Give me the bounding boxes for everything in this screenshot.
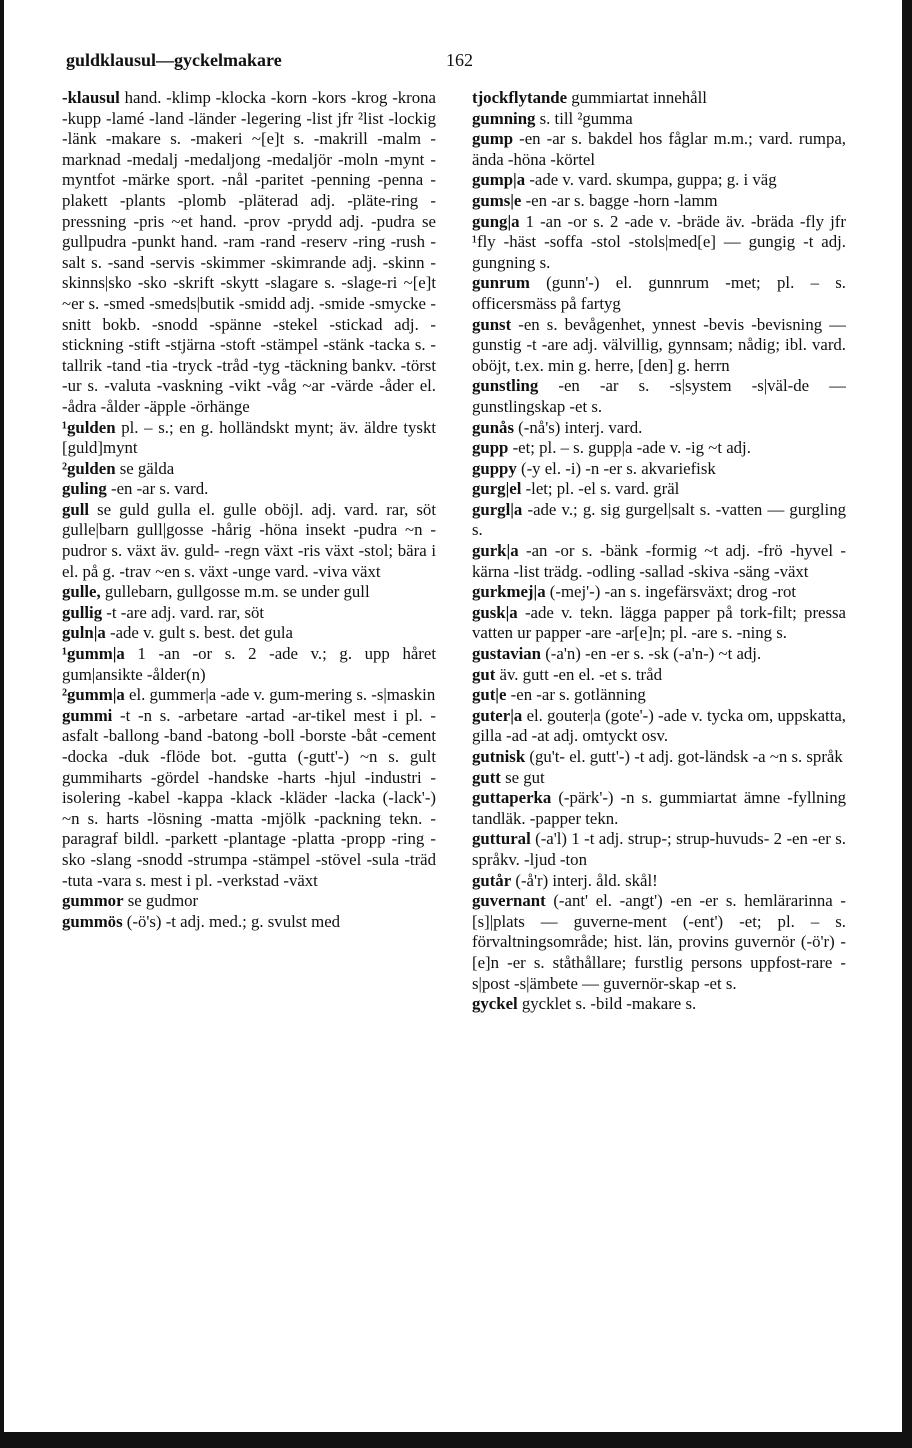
headword: gutt [472,767,501,787]
headword: gurkmej|a [472,582,546,602]
dictionary-entry: guvernant (-ant' el. -angt') -en -er s. hemlärarinna -[s]|plats — guverne-ment (-ent') -et; pl. – s. förvaltningsområde; hist. län, provins guvernör (-ö'r) -[e]n -er s. ståthållare; furstlig persons uppfost-rare -s|post -s|ämbete — guvernör-skap -et s. [472,891,846,993]
headword: -klausul [62,88,120,107]
dictionary-entry: -klausul hand. -klimp -klocka -korn -kors -krog -krona -kupp -lamé -land -länder -legering -list jfr ²list -lockig -länk -makare s. -makeri ~[e]t s. -makrill -malm -marknad -medalj -medaljong -medaljör -moln -mynt -myntfot -märke sport. -nål -paritet -penning -penna -plakett -plants -plomb -pläterad adj. -pläte-ring -pressning -pris ~et hand. -prov -prydd adj. -pudra se gullpudra -punkt hand. -ram -rand -reserv -ring -rush -salt s. -sand -servis -skimmer -skimrande adj. -skinn -skinns|sko -sko -skrift -skytt -slagare s. -slage-ri ~[e]t ~er s. -smed -smeds|butik -smidd adj. -smide -smycke -snitt bokb. -snodd -spänne -stekel -stickad adj. -stickning -stift -stjärna -stoft -stämpel -stänk -tacka s. -tallrik -tand -tia -tryck -tråd -tyg -täckning bankv. -törst -ur s. -valuta -vaskning -vikt -våg ~ar -värde -åder el. -ådra -ålder -äpple -örhänge [62,88,436,416]
dictionary-entry: gyckel gycklet s. -bild -makare s. [472,994,697,1014]
headword: gums|e [472,190,522,210]
headword: gurk|a [472,541,519,561]
dictionary-entry: gump|a -ade v. vard. skumpa, guppa; g. i väg [472,170,777,190]
running-head: guldklausul—gyckelmakare [66,50,282,70]
headword: guln|a [62,623,106,643]
dictionary-entry: gullig -t -are adj. vard. rar, söt [62,602,265,622]
dictionary-entry: gusk|a -ade v. tekn. lägga papper på tork-filt; pressa vatten ur papper -are -ar[e]n; pl. -are s. -ning s. [472,602,846,643]
headword: guttaperka [472,788,552,808]
headword: gutår [472,870,512,890]
right-column [472,88,846,1428]
dictionary-entry: ¹gulden pl. – s.; en g. holländskt mynt; äv. äldre tyskt [guld]mynt [62,417,436,458]
scan-edge-bottom [0,1432,912,1448]
dictionary-entry: gustavian (-a'n) -en -er s. -sk (-a'n-) ~t adj. [472,644,762,664]
headword: guttural [472,829,531,849]
scan-edge-right [902,0,912,1448]
page-number: 162 [446,50,473,70]
headword: ¹gumm|a [62,644,125,664]
headword: gullig [62,602,103,622]
dictionary-entry: gunås (-nå's) interj. vard. [472,417,643,437]
dictionary-entry: gurgl|a -ade v.; g. sig gurgel|salt s. -vatten — gurgling s. [472,499,846,540]
headword: gunrum [472,273,530,293]
dictionary-entry: gung|a 1 -an -or s. 2 -ade v. -bräde äv. -bräda -fly jfr ¹fly -häst -soffa -stol -stols|med[e] — gungig -t adj. gungning s. [472,211,846,272]
dictionary-entry: gurk|a -an -or s. -bänk -formig ~t adj. -frö -hyvel -kärna -list trädg. -odling -sallad -skiva -säng -växt [472,541,846,581]
headword: guppy [472,458,517,478]
dictionary-entry: gurg|el -let; pl. -el s. vard. gräl [472,479,680,499]
dictionary-entry: gull se guld gulla el. gulle oböjl. adj. vard. rar, söt gulle|barn gull|gosse -hårig -höna insekt -pudra ~n -pudror s. växt äv. guld- -regn växt -ris växt -stol; bära i el. på g. -trav ~en s. växt -unge vard. -viva växt [62,499,436,581]
headword: gulle, [62,582,101,602]
headword: tjockflytande [472,88,568,107]
headword: gummös [62,911,123,931]
headword: gump [472,129,514,149]
headword: gump|a [472,170,526,190]
left-column [62,88,436,1428]
dictionary-entry: gunrum (gunn'-) el. gunnrum -met; pl. – s. officersmäss på fartyg [472,273,846,313]
dictionary-entry: guln|a -ade v. gult s. best. det gula [62,623,294,643]
dictionary-entry: gupp -et; pl. – s. gupp|a -ade v. -ig ~t adj. [472,438,751,458]
headword: gusk|a [472,602,518,622]
dictionary-entry: gutår (-å'r) interj. åld. skål! [472,870,658,890]
headword: gunås [472,417,514,437]
dictionary-entry: gummor se gudmor [62,891,199,911]
headword: guvernant [472,891,546,911]
headword: gumning [472,108,536,128]
dictionary-entry: gut|e -en -ar s. gotlänning [472,685,646,705]
dictionary-entry: ¹gumm|a 1 -an -or s. 2 -ade v.; g. upp håret gum|ansikte -ålder(n) [62,644,436,684]
dictionary-entry: gump -en -ar s. bakdel hos fåglar m.m.; vard. rumpa, ända -höna -körtel [472,129,846,169]
headword: gut [472,664,496,684]
dictionary-entry: gutnisk (gu't- el. gutt'-) -t adj. got-ländsk -a ~n s. språk [472,747,843,766]
dictionary-entry: gummös (-ö's) -t adj. med.; g. svulst med [62,911,341,931]
dictionary-entry: ²gumm|a el. gummer|a -ade v. gum-mering s. -s|maskin [62,685,436,705]
headword: gung|a [472,211,520,231]
dictionary-entry: ²gulden se gälda [62,458,175,478]
dictionary-entry: gunstling -en -ar s. -s|system -s|väl-de — gunstlingskap -et s. [472,376,846,416]
headword: ²gulden [62,458,116,478]
dictionary-entry: gut äv. gutt -en el. -et s. tråd [472,664,662,684]
headword: gummor [62,891,124,911]
headword: ²gumm|a [62,685,125,705]
headword: gut|e [472,685,507,705]
dictionary-entry: guppy (-y el. -i) -n -er s. akvariefisk [472,458,716,478]
dictionary-entry: gunst -en s. bevågenhet, ynnest -bevis -bevisning — gunstig -t -are adj. välvillig, gynnsam; nådig; ibl. vard. oböjt, t.ex. min g. herre, [den] g. herrn [472,314,846,375]
headword: gurg|el [472,479,522,499]
dictionary-entry: gulle, gullebarn, gullgosse m.m. se under gull [62,582,370,602]
dictionary-entry: tjockflytande gummiartat innehåll [472,88,707,107]
headword: gurgl|a [472,499,523,519]
headword: guling [62,479,107,499]
scan-edge-left [0,0,4,1448]
headword: gyckel [472,994,518,1014]
headword: gull [62,499,90,519]
dictionary-entry: guter|a el. gouter|a (gote'-) -ade v. tycka om, uppskatta, gilla -ad -at adj. omtyckt osv. [472,705,846,746]
dictionary-entry: gurkmej|a (-mej'-) -an s. ingefärsväxt; drog -rot [472,582,797,602]
headword: gutnisk [472,747,526,766]
headword: gupp [472,438,509,458]
dictionary-entry: guttaperka (-pärk'-) -n s. gummiartat ämne -fyllning tandläk. -papper tekn. [472,788,846,828]
dictionary-entry: gumning s. till ²gumma [472,108,633,128]
dictionary-entry: gutt se gut [472,767,545,787]
page-header [66,50,856,80]
dictionary-entry: guling -en -ar s. vard. [62,479,209,499]
headword: guter|a [472,705,523,725]
headword: gummi [62,705,113,725]
headword: gunst [472,314,512,334]
headword: ¹gulden [62,417,116,437]
headword: gustavian [472,644,542,664]
dictionary-entry: gummi -t -n s. -arbetare -artad -ar-tikel mest i pl. -asfalt -ballong -band -batong -boll -borste -båt -cement -docka -duk -flöde bot. -gutta (-gutt'-) ~n s. gult gummiharts -gördel -handske -harts -hjul -industri -isolering -kabel -kappa -klack -kläder -lacka (-lack'-) ~n s. harts -lösning -matta -mjölk -packning tekn. -paragraf bildl. -parkett -plantage -platta -propp -ring -sko -slang -snodd -strumpa -stämpel -stövel -sula -träd -tuta -vara s. mest i pl. -verkstad -växt [62,705,436,890]
dictionary-entry: guttural (-a'l) 1 -t adj. strup-; strup-huvuds- 2 -en -er s. språkv. -ljud -ton [472,829,846,869]
headword: gunstling [472,376,539,396]
dictionary-entry: gums|e -en -ar s. bagge -horn -lamm [472,190,718,210]
